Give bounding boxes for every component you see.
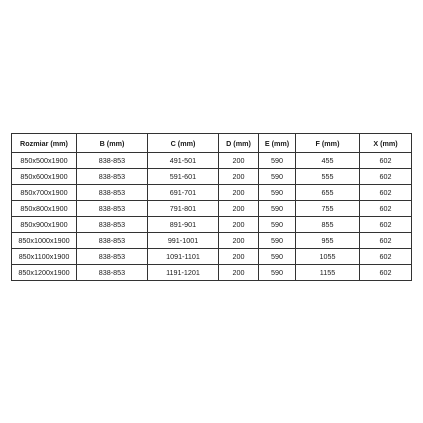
cell-e: 590 [259, 201, 296, 217]
table-row [12, 169, 412, 185]
cell-rozmiar: 850x500x1900 [12, 153, 77, 169]
cell-c: 1191-1201 [148, 265, 219, 281]
cell-e: 590 [259, 169, 296, 185]
cell-f: 755 [296, 201, 360, 217]
cell-c: 891-901 [148, 217, 219, 233]
table-row [12, 217, 412, 233]
cell-f: 455 [296, 153, 360, 169]
cell-b: 838-853 [77, 217, 148, 233]
cell-rozmiar: 850x1200x1900 [12, 265, 77, 281]
cell-d: 200 [219, 153, 259, 169]
cell-d: 200 [219, 169, 259, 185]
cell-x: 602 [360, 201, 412, 217]
header-c: C (mm) [148, 134, 219, 153]
cell-e: 590 [259, 265, 296, 281]
cell-c: 991-1001 [148, 233, 219, 249]
cell-x: 602 [360, 185, 412, 201]
cell-e: 590 [259, 153, 296, 169]
cell-b: 838-853 [77, 249, 148, 265]
cell-x: 602 [360, 265, 412, 281]
header-rozmiar: Rozmiar (mm) [12, 134, 77, 153]
cell-rozmiar: 850x1000x1900 [12, 233, 77, 249]
cell-c: 1091-1101 [148, 249, 219, 265]
dimensions-table [11, 133, 412, 281]
cell-d: 200 [219, 201, 259, 217]
header-x: X (mm) [360, 134, 412, 153]
cell-b: 838-853 [77, 153, 148, 169]
cell-e: 590 [259, 233, 296, 249]
cell-x: 602 [360, 153, 412, 169]
cell-rozmiar: 850x800x1900 [12, 201, 77, 217]
cell-x: 602 [360, 217, 412, 233]
cell-rozmiar: 850x900x1900 [12, 217, 77, 233]
table-row [12, 265, 412, 281]
cell-b: 838-853 [77, 233, 148, 249]
cell-d: 200 [219, 265, 259, 281]
cell-x: 602 [360, 169, 412, 185]
cell-b: 838-853 [77, 169, 148, 185]
cell-f: 655 [296, 185, 360, 201]
cell-d: 200 [219, 217, 259, 233]
cell-e: 590 [259, 217, 296, 233]
cell-b: 838-853 [77, 185, 148, 201]
cell-x: 602 [360, 249, 412, 265]
header-e: E (mm) [259, 134, 296, 153]
cell-rozmiar: 850x600x1900 [12, 169, 77, 185]
cell-f: 555 [296, 169, 360, 185]
cell-c: 791-801 [148, 201, 219, 217]
cell-x: 602 [360, 233, 412, 249]
cell-f: 1055 [296, 249, 360, 265]
table-row [12, 153, 412, 169]
cell-f: 955 [296, 233, 360, 249]
header-d: D (mm) [219, 134, 259, 153]
cell-b: 838-853 [77, 265, 148, 281]
cell-e: 590 [259, 249, 296, 265]
cell-d: 200 [219, 233, 259, 249]
cell-f: 855 [296, 217, 360, 233]
table-row [12, 233, 412, 249]
table-header-row [12, 134, 412, 153]
cell-d: 200 [219, 185, 259, 201]
cell-f: 1155 [296, 265, 360, 281]
table-row [12, 201, 412, 217]
cell-d: 200 [219, 249, 259, 265]
cell-rozmiar: 850x1100x1900 [12, 249, 77, 265]
header-b: B (mm) [77, 134, 148, 153]
header-f: F (mm) [296, 134, 360, 153]
table-row [12, 249, 412, 265]
table-row [12, 185, 412, 201]
cell-c: 691-701 [148, 185, 219, 201]
cell-c: 491-501 [148, 153, 219, 169]
cell-b: 838-853 [77, 201, 148, 217]
cell-e: 590 [259, 185, 296, 201]
cell-c: 591-601 [148, 169, 219, 185]
cell-rozmiar: 850x700x1900 [12, 185, 77, 201]
